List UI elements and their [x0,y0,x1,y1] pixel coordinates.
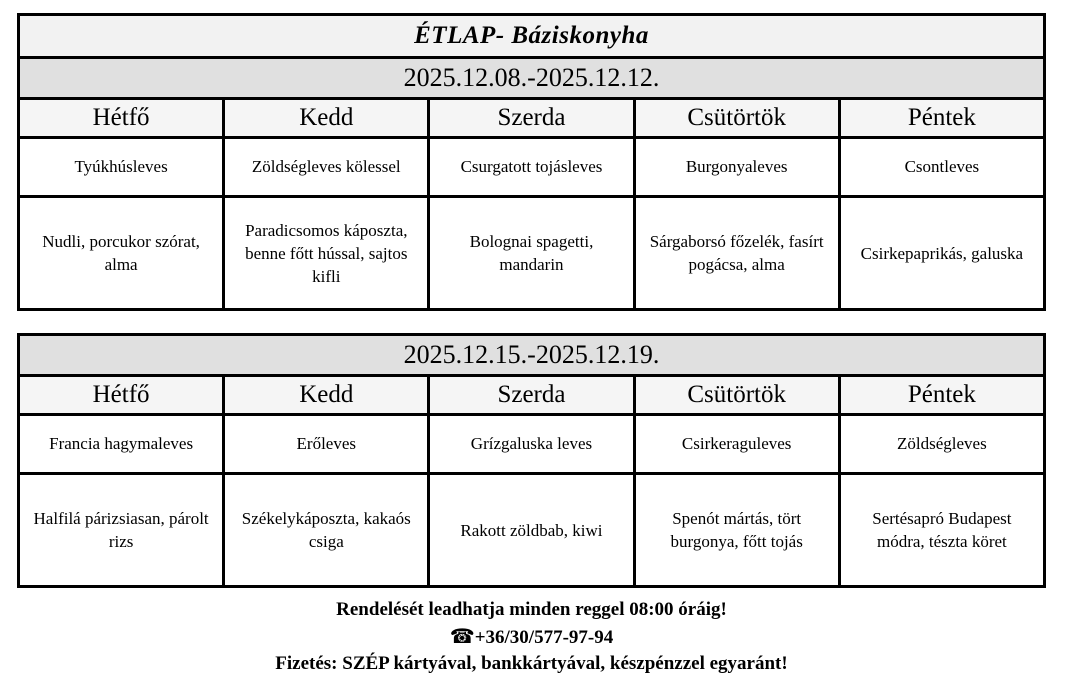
telephone-icon: ☎ [449,624,475,648]
phone-number: +36/30/577-97-94 [474,627,614,648]
main-dish-cell: Sertésapró Budapest módra, tészta köret [839,474,1044,587]
soup-cell: Tyúkhúsleves [19,138,224,197]
main-dish-cell: Rakott zöldbab, kiwi [429,474,634,587]
week-1-main-row [19,197,1045,310]
main-dish-cell: Paradicsomos káposzta, benne főtt hússal, sajtos kifli [224,197,429,310]
soup-cell: Csirkeraguleves [634,415,839,474]
phone-line [17,623,1046,651]
payment-info-note: Fizetés: SZÉP kártyával, bankkártyával, készpénzzel egyaránt! [275,653,788,674]
menu-title: ÉTLAP- Báziskonyha [19,15,1045,58]
order-deadline-note: Rendelését leadhatja minden reggel 08:00 óráig! [336,599,727,620]
main-dish-cell: Sárgaborsó főzelék, fasírt pogácsa, alma [634,197,839,310]
week-2-soup-row [19,415,1045,474]
main-dish-cell: Spenót mártás, tört burgonya, főtt tojás [634,474,839,587]
day-header-thursday: Csütörtök [634,99,839,138]
main-dish-cell: Halfilá párizsiasan, párolt rizs [19,474,224,587]
soup-cell: Zöldségleves kölessel [224,138,429,197]
main-dish-cell: Csirkepaprikás, galuska [839,197,1044,310]
menu-sheet [17,13,1046,677]
soup-cell: Csurgatott tojásleves [429,138,634,197]
day-header-thursday: Csütörtök [634,376,839,415]
day-header-monday: Hétfő [19,376,224,415]
main-dish-cell: Székelykáposzta, kakaós csiga [224,474,429,587]
week-1-day-header-row [19,99,1045,138]
soup-cell: Csontleves [839,138,1044,197]
day-header-wednesday: Szerda [429,99,634,138]
footer-notes [17,597,1046,677]
soup-cell: Francia hagymaleves [19,415,224,474]
soup-cell: Burgonyaleves [634,138,839,197]
week-2-date-range: 2025.12.15.-2025.12.19. [19,335,1045,376]
day-header-tuesday: Kedd [224,99,429,138]
day-header-tuesday: Kedd [224,376,429,415]
day-header-monday: Hétfő [19,99,224,138]
menu-week-1-table [17,13,1046,311]
day-header-friday: Péntek [839,99,1044,138]
week-2-day-header-row [19,376,1045,415]
day-header-wednesday: Szerda [429,376,634,415]
table-gap [17,311,1046,333]
week-2-main-row [19,474,1045,587]
soup-cell: Zöldségleves [839,415,1044,474]
main-dish-cell: Bolognai spagetti, mandarin [429,197,634,310]
soup-cell: Erőleves [224,415,429,474]
menu-week-2-table [17,333,1046,588]
week-1-soup-row [19,138,1045,197]
day-header-friday: Péntek [839,376,1044,415]
main-dish-cell: Nudli, porcukor szórat, alma [19,197,224,310]
week-1-date-range: 2025.12.08.-2025.12.12. [19,58,1045,99]
soup-cell: Grízgaluska leves [429,415,634,474]
